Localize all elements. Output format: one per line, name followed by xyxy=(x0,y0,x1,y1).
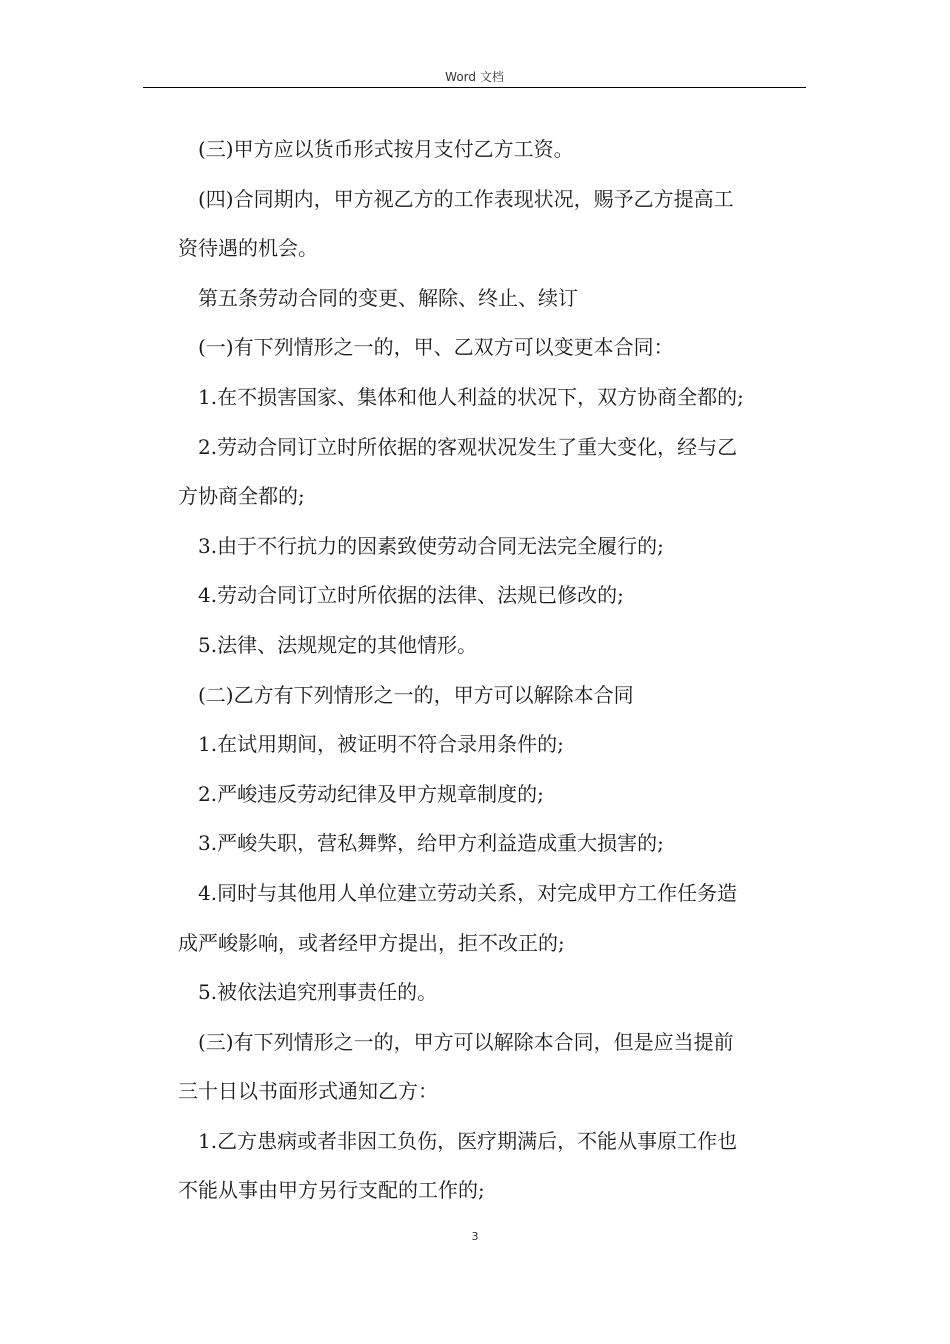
text-line: 不能从事由甲方另行支配的工作的; xyxy=(178,1178,485,1203)
text-line: 第五条劳动合同的变更、解除、终止、续订 xyxy=(178,285,578,310)
page-number: 3 xyxy=(471,1230,479,1243)
text-line: (一)有下列情形之一的，甲、乙双方可以变更本合同： xyxy=(178,335,674,360)
text-line: (三)甲方应以货币形式按月支付乙方工资。 xyxy=(178,137,574,161)
text-line: 三十日以书面形式通知乙方： xyxy=(178,1079,438,1104)
document-body xyxy=(178,125,802,1216)
text-line: 1.在不损害国家、集体和他人利益的状况下，双方协商全都的; xyxy=(178,384,744,409)
text-line: 5.被依法追究刑事责任的。 xyxy=(178,980,438,1005)
text-line: 4.同时与其他用人单位建立劳动关系，对完成甲方工作任务造 xyxy=(178,880,738,905)
page-header: Word 文档 xyxy=(445,70,504,84)
text-line: 1.乙方患病或者非因工负伤，医疗期满后，不能从事原工作也 xyxy=(178,1128,738,1153)
text-line: 4.劳动合同订立时所依据的法律、法规已修改的; xyxy=(178,583,624,608)
text-line: 5.法律、法规规定的其他情形。 xyxy=(178,632,478,657)
text-line: 成严峻影响，或者经甲方提出，拒不改正的; xyxy=(178,930,565,955)
text-line: 2.严峻违反劳动纪律及甲方规章制度的; xyxy=(178,781,544,806)
text-line: 方协商全都的; xyxy=(178,484,305,509)
text-line: 1.在试用期间，被证明不符合录用条件的; xyxy=(178,732,564,757)
text-line: (三)有下列情形之一的，甲方可以解除本合同，但是应当提前 xyxy=(178,1029,734,1054)
text-line: 3.严峻失职，营私舞弊，给甲方利益造成重大损害的; xyxy=(178,831,664,856)
text-line: 资待遇的机会。 xyxy=(178,236,318,261)
text-line: (二)乙方有下列情形之一的，甲方可以解除本合同 xyxy=(178,682,634,707)
text-line: (四)合同期内，甲方视乙方的工作表现状况，赐予乙方提高工 xyxy=(178,186,734,211)
text-line: 3.由于不行抗力的因素致使劳动合同无法完全履行的; xyxy=(178,533,664,558)
text-line: 2.劳动合同订立时所依据的客观状况发生了重大变化，经与乙 xyxy=(178,434,738,459)
header-divider xyxy=(143,87,806,88)
